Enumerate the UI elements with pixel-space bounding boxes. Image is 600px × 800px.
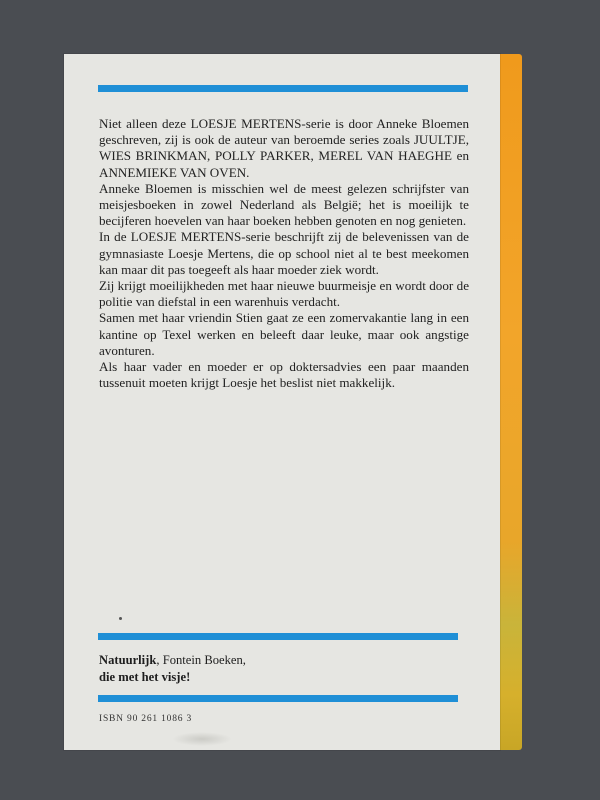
blurb-paragraph-3: In de LOESJE MERTENS-serie beschrijft zij de belevenissen van de gymnasiaste Loesje Mertens, die op school niet al te best meekomen kan maar dit pas toegeeft als haar moeder ziek wordt. bbox=[99, 229, 469, 277]
slogan-publisher: , Fontein Boeken, bbox=[156, 653, 246, 667]
blurb-text bbox=[99, 116, 469, 391]
book bbox=[64, 54, 522, 750]
cover-scuff-mark bbox=[172, 732, 232, 746]
blurb-paragraph-4: Zij krijgt moeilijkheden met haar nieuwe buurmeisje en wordt door de politie van diefstal in een warenhuis verdacht. bbox=[99, 278, 469, 310]
publisher-slogan bbox=[99, 652, 459, 686]
blurb-paragraph-5: Samen met haar vriendin Stien gaat ze een zomervakantie lang in een kantine op Texel werken en beleeft daar leuke, maar ook angstige avonturen. bbox=[99, 310, 469, 358]
top-blue-rule bbox=[98, 85, 468, 92]
middle-blue-rule bbox=[98, 633, 458, 640]
bottom-blue-rule bbox=[98, 695, 458, 702]
blurb-paragraph-2: Anneke Bloemen is misschien wel de meest gelezen schrijfster van meisjesboeken in zowel Nederland als België; het is moeilijk te becijferen hoevelen van haar boeken hebben genoten en nog genieten. bbox=[99, 180, 469, 229]
ink-dot bbox=[119, 617, 122, 620]
blurb-paragraph-6: Als haar vader en moeder er op doktersadvies een paar maanden tussenuit moeten krijgt Loesje het beslist niet makkelijk. bbox=[99, 359, 469, 391]
slogan-bold-natuurlijk: Natuurlijk bbox=[99, 653, 157, 667]
back-cover bbox=[64, 54, 500, 750]
blurb-paragraph-1: Niet alleen deze LOESJE MERTENS-serie is door Anneke Bloemen geschreven, zij is ook de auteur van beroemde series zoals JUULTJE, WIES BRINKMAN, POLLY PARKER, MEREL VAN HAEGHE en ANNEMIEKE VAN OVEN. bbox=[99, 116, 469, 180]
isbn-number: ISBN 90 261 1086 3 bbox=[99, 714, 193, 724]
slogan-bold-visje: die met het visje! bbox=[99, 670, 191, 684]
